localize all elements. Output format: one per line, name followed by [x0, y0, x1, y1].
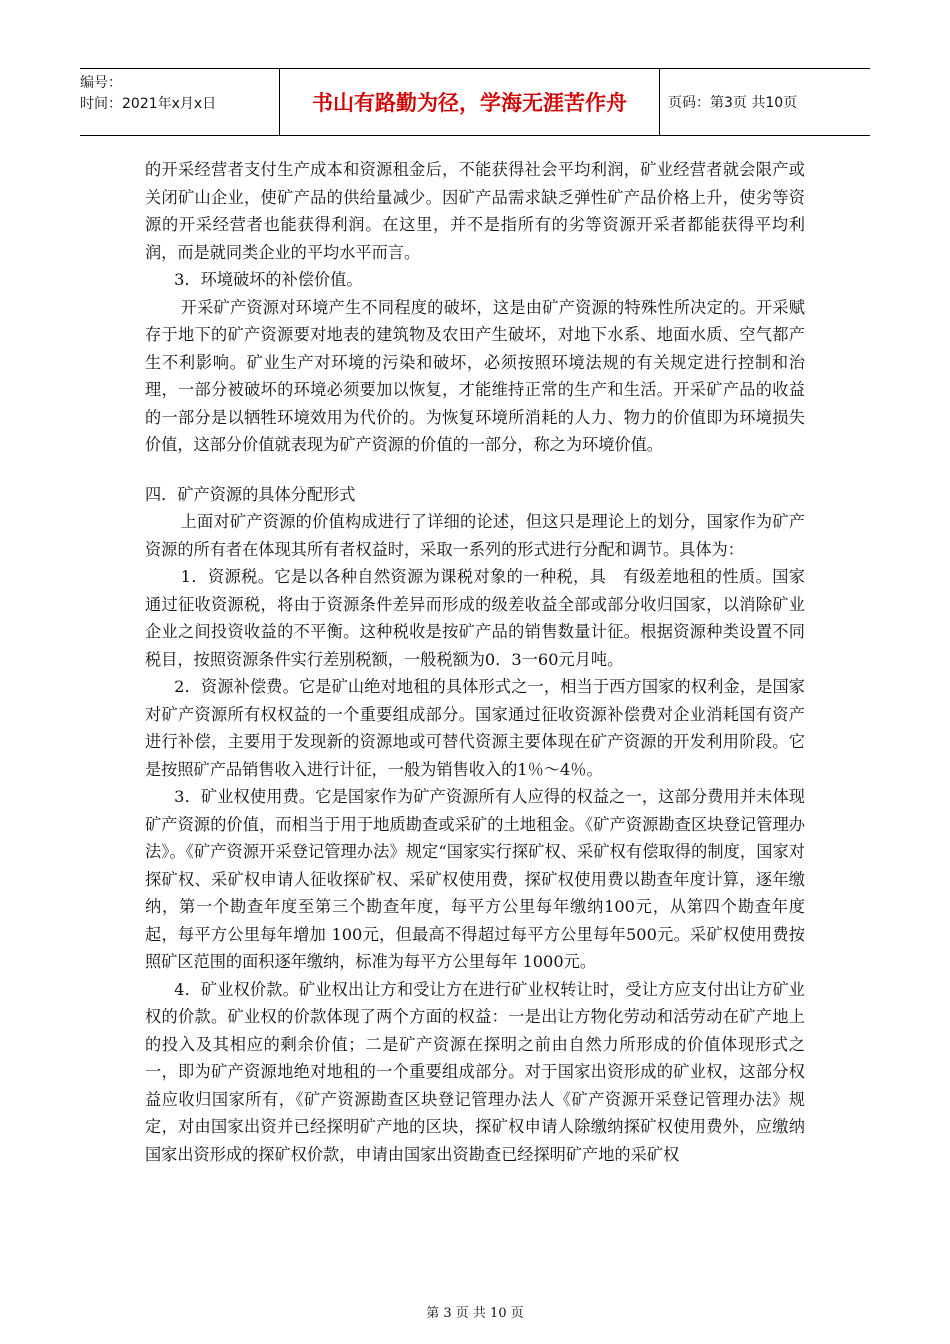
document-number: 编号： [80, 75, 122, 91]
document-date: 时间：2021年x月x日 [80, 96, 217, 112]
paragraph: 的开采经营者支付生产成本和资源租金后，不能获得社会平均利润，矿业经营者就会限产或关闭矿山企业，使矿产品的供给量减少。因矿产品需求缺乏弹性矿产品价格上升，使劣等资源的开采经营者也能获得利润。在这里，并不是指所有的劣等资源开采者都能获得平均利润，而是就同类企业的平均水平而言。 [145, 160, 805, 262]
header-page-info: 页码：第3页 共10页 [668, 95, 798, 111]
page-header [80, 68, 870, 136]
section-heading: 四．矿产资源的具体分配形式 [145, 484, 356, 504]
header-meta [80, 69, 280, 135]
paragraph: 3．矿业权使用费。它是国家作为矿产资源所有人应得的权益之一，这部分费用并未体现矿产资源的价值，而相当于用于地质勘查或采矿的土地租金。《矿产资源勘查区块登记管理办法》。《矿产资源开采登记管理办法》规定“国家实行探矿权、采矿权有偿取得的制度，国家对探矿权、采矿权申请人征收探矿权、采矿权使用费，探矿权使用费以勘查年度计算，逐年缴纳，第一个勘查年度至第三个勘查年度，每平方公里每年缴纳100元，从第四个勘查年度起，每平方公里每年增加 100元，但最高不得超过每平方公里每年500元。采矿权使用费按照矿区范围的面积逐年缴纳，标准为每平方公里每年 1000元。 [145, 787, 805, 971]
paragraph: 1．资源税。它是以各种自然资源为课税对象的一种税，具 有级差地租的性质。国家通过征收资源税，将由于资源条件差异而形成的级差收益全部或部分收归国家，以消除矿业企业之间投资收益的不平衡。这种税收是按矿产品的销售数量计征。根据资源种类设置不同税目，按照资源条件实行差别税额，一般税额为0．3一60元月吨。 [145, 567, 805, 669]
header-motto: 书山有路勤为径，学海无涯苦作舟 [280, 69, 660, 135]
paragraph: 上面对矿产资源的价值构成进行了详细的论述，但这只是理论上的划分，国家作为矿产资源的所有者在体现其所有者权益时，采取一系列的形式进行分配和调节。具体为： [145, 512, 805, 559]
paragraph: 开采矿产资源对环境产生不同程度的破坏，这是由矿产资源的特殊性所决定的。开采赋存于地下的矿产资源要对地表的建筑物及农田产生破坏，对地下水系、地面水质、空气都产生不利影响。矿业生产对环境的污染和破坏，必须按照环境法规的有关规定进行控制和治理，一部分被破坏的环境必须要加以恢复，才能维持正常的生产和生活。开采矿产品的收益的一部分是以牺牲环境效用为代价的。为恢复环境所消耗的人力、物力的价值即为环境损失价值，这部分价值就表现为矿产资源的价值的一部分，称之为环境价值。 [145, 297, 805, 454]
paragraph: 2．资源补偿费。它是矿山绝对地租的具体形式之一，相当于西方国家的权利金，是国家对矿产资源所有权权益的一个重要组成部分。国家通过征收资源补偿费对企业消耗国有资产进行补偿，主要用于发现新的资源地或可替代资源主要体现在矿产资源的开发利用阶段。它是按照矿产品销售收入进行计征，一般为销售收入的1％～4％。 [145, 677, 805, 779]
page-footer: 第 3 页 共 10 页 [426, 1306, 524, 1321]
section-heading: 3．环境破坏的补偿价值。 [174, 270, 363, 289]
document-body [145, 156, 805, 1168]
paragraph: 4．矿业权价款。矿业权出让方和受让方在进行矿业权转让时，受让方应支付出让方矿业权的价款。矿业权的价款体现了两个方面的权益：一是出让方物化劳动和活劳动在矿产地上的投入及其相应的剩余价值；二是矿产资源在探明之前由自然力所形成的价值体现形式之一，即为矿产资源地绝对地租的一个重要组成部分。对于国家出资形成的矿业权，这部分权益应收归国家所有，《矿产资源勘查区块登记管理办法人《矿产资源开采登记管理办法》规定，对由国家出资并已经探明矿产地的区块，探矿权申请人除缴纳探矿权使用费外，应缴纳国家出资形成的探矿权价款，申请由国家出资勘查已经探明矿产地的采矿权 [145, 979, 805, 1164]
